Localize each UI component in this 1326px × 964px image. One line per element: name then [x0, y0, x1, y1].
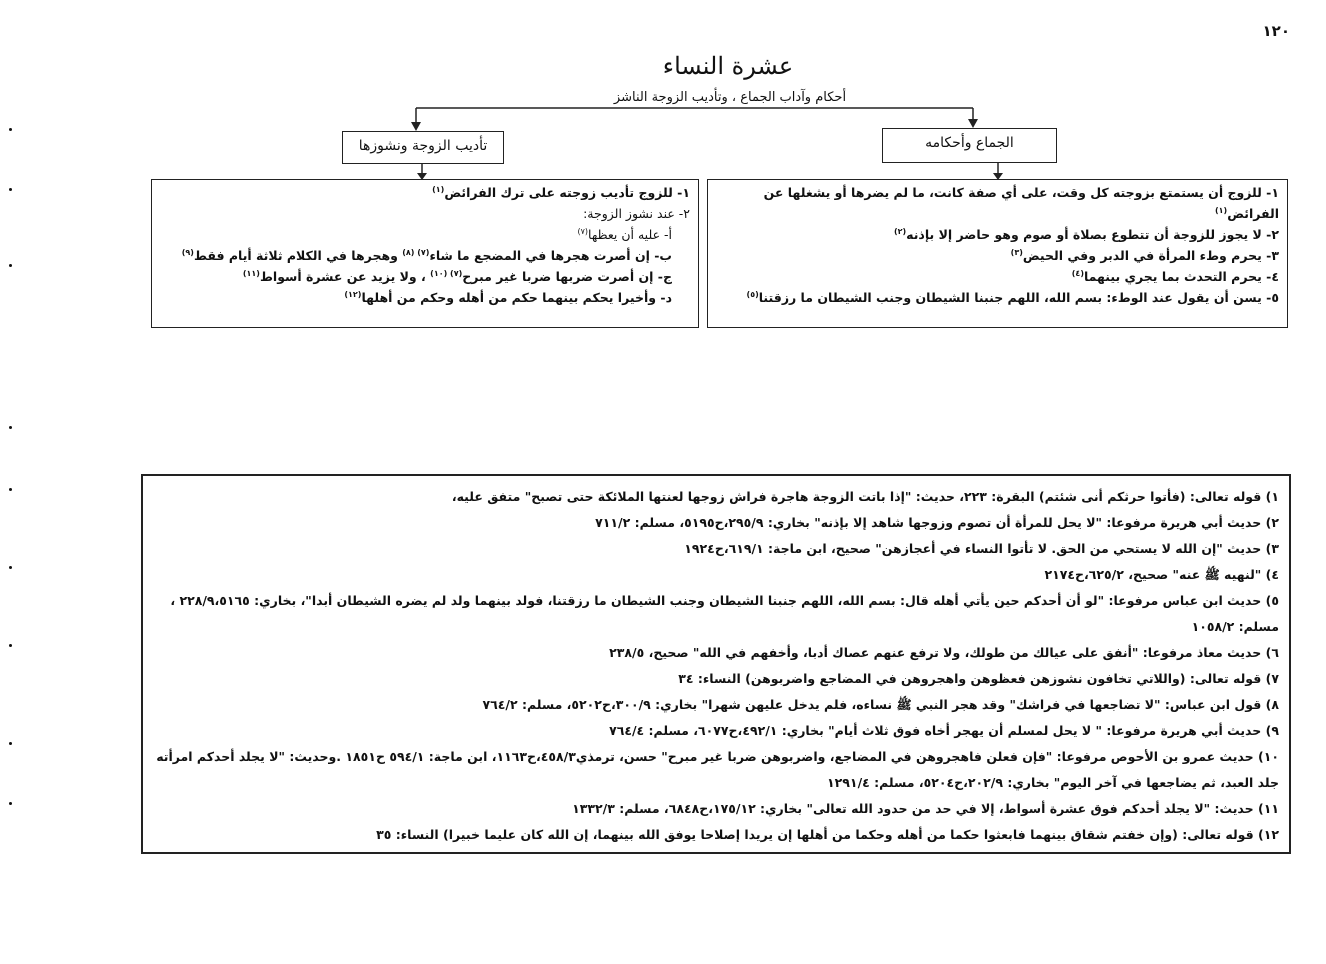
discipline-rule: ب- إن أصرت هجرها في المضجع ما شاء$^{(٧) (٨)}$ وهجرها في الكلام ثلاثة أيام فقط$^{(٩)}$ [181, 247, 672, 263]
reference-item: ٣) حديث "إن الله لا يستحي من الحق. لا تأتوا النساء في أعجازهن" صحيح، ابن ماجة: ٦١٩/١،ح١٩٢٤ [684, 541, 1279, 556]
reference-item: ٢) حديث أبي هريرة مرفوعا: "لا يحل للمرأة أن تصوم وزوجها شاهد إلا بإذنه" بخاري: ٢٩٥/٩،ح٥١٩٥، مسلم: ٧١١/٢ [595, 515, 1279, 530]
page-subtitle: أحكام وآداب الجماع ، وتأديب الزوجة الناشز [613, 90, 847, 105]
intercourse-rule: ١- للزوج أن يستمتع بزوجته كل وقت، على أي صفة كانت، ما لم يضرها أو يشغلها عن الفرائض$^{(١)}$ [763, 185, 1279, 221]
reference-item: ١) قوله تعالى: (فأتوا حرثكم أنى شئتم) البقرة: ٢٢٣، حديث: "إذا باتت الزوجة هاجرة فراش زوجها لعنتها الملائكة حتى تصبح" متفق عليه، [451, 489, 1279, 504]
discipline-rule: د- وأخيرا يحكم بينهما حكم من أهله وحكم من أهلها$^{(١٢)}$ [344, 289, 672, 305]
discipline-rule: ١- للزوج تأديب زوجته على ترك الفرائض$^{(١)}$ [432, 184, 690, 200]
reference-item: ١٠) حديث عمرو بن الأحوص مرفوعا: "فإن فعلن فاهجروهن في المضاجع، واضربوهن ضربا غير مبرح" حسن، ترمذي٤٥٨/٣،ح١١٦٣، ابن ماجة: ٥٩٤/١ ح١٨٥١ .وحديث: "لا يجلد أحدكم امرأته جلد العبد، ثم يضاجعها في آخر اليوم" بخاري: ٢٠٢/٩،ح٥٢٠٤، مسلم: ١٢٩١/٤ [156, 749, 1279, 790]
margin-dot [9, 644, 12, 647]
reference-item: ٥) حديث ابن عباس مرفوعا: "لو أن أحدكم حين يأتي أهله قال: بسم الله، اللهم جنبنا الشيطان وجنب الشيطان ما رزقتنا، فولد بينهما ولد لم يضره الشيطان أبدا"، بخاري: ٢٢٨/٩،٥١٦٥ ، مسلم: ١٠٥٨/٢ [170, 593, 1279, 634]
page-title: عشرة النساء [662, 52, 794, 80]
branch-box-discipline [151, 179, 699, 328]
margin-dot [9, 742, 12, 745]
page-number: ١٢٠ [1262, 22, 1290, 40]
reference-item: ٤) "لنهيه ﷺ عنه" صحيح، ٦٢٥/٢،ح٢١٧٤ [1044, 567, 1279, 582]
references-box [141, 474, 1291, 854]
branch-box-intercourse [707, 179, 1288, 328]
discipline-rule: ٢- عند نشوز الزوجة: [583, 206, 690, 221]
intercourse-rule: ٥- يسن أن يقول عند الوطء: بسم الله، اللهم جنبنا الشيطان وجنب الشيطان ما رزقتنا$^{(٥)}$ [746, 289, 1279, 305]
reference-item: ٨) قول ابن عباس: "لا تضاجعها في فراشك" وقد هجر النبي ﷺ نساءه، فلم يدخل عليهن شهرا" بخاري: ٣٠٠/٩،ح٥٢٠٢، مسلم: ٧٦٤/٢ [482, 697, 1279, 712]
margin-dot [9, 488, 12, 491]
branch-header-intercourse: الجماع وأحكامه [882, 128, 1057, 163]
margin-dot [9, 188, 12, 191]
margin-dot [9, 566, 12, 569]
intercourse-rule: ٤- يحرم التحدث بما يجري بينهما$^{(٤)}$ [1071, 268, 1279, 284]
reference-item: ١٢) قوله تعالى: (وإن خفتم شقاق بينهما فابعثوا حكما من أهله وحكما من أهلها إن يريدا إصلاحا يوفق الله بينهما، إن الله كان عليما خبيرا) النساء: ٣٥ [376, 827, 1279, 842]
margin-dot [9, 264, 12, 267]
margin-dot [9, 802, 12, 805]
margin-dot [9, 128, 12, 131]
discipline-rule: ج- إن أصرت ضربها ضربا غير مبرح$^{(٧) (١٠)}$ ، ولا يزيد عن عشرة أسواط$^{(١١)}$ [242, 268, 672, 284]
reference-item: ٧) قوله تعالى: (واللاتي تخافون نشوزهن فعظوهن واهجروهن في المضاجع واضربوهن) النساء: ٣٤ [678, 671, 1279, 686]
reference-item: ١١) حديث: "لا يجلد أحدكم فوق عشرة أسواط، إلا في حد من حدود الله تعالى" بخاري: ١٧٥/١٢،ح٦٨٤٨، مسلم: ١٣٣٢/٣ [572, 801, 1279, 816]
reference-item: ٩) حديث أبي هريرة مرفوعا: " لا يحل لمسلم أن يهجر أخاه فوق ثلاث أيام" بخاري: ٤٩٢/١،ح٦٠٧٧، مسلم: ٧٦٤/٤ [609, 723, 1279, 738]
discipline-rule: أ- عليه أن يعظها$^{(٧)}$ [577, 226, 672, 242]
tree-connectors [0, 0, 1326, 200]
margin-dot [9, 426, 12, 429]
branch-header-discipline: تأديب الزوجة ونشوزها [342, 131, 504, 164]
reference-item: ٦) حديث معاذ مرفوعا: "أنفق على عيالك من طولك، ولا ترفع عنهم عصاك أدبا، وأخفهم في الله" صحيح، ٢٣٨/٥ [609, 645, 1279, 660]
intercourse-rule: ٢- لا يجوز للزوجة أن تتطوع بصلاة أو صوم وهو حاضر إلا بإذنه$^{(٢)}$ [893, 226, 1279, 242]
intercourse-rule: ٣- يحرم وطء المرأة في الدبر وفي الحيض$^{(٣)}$ [1010, 247, 1279, 263]
